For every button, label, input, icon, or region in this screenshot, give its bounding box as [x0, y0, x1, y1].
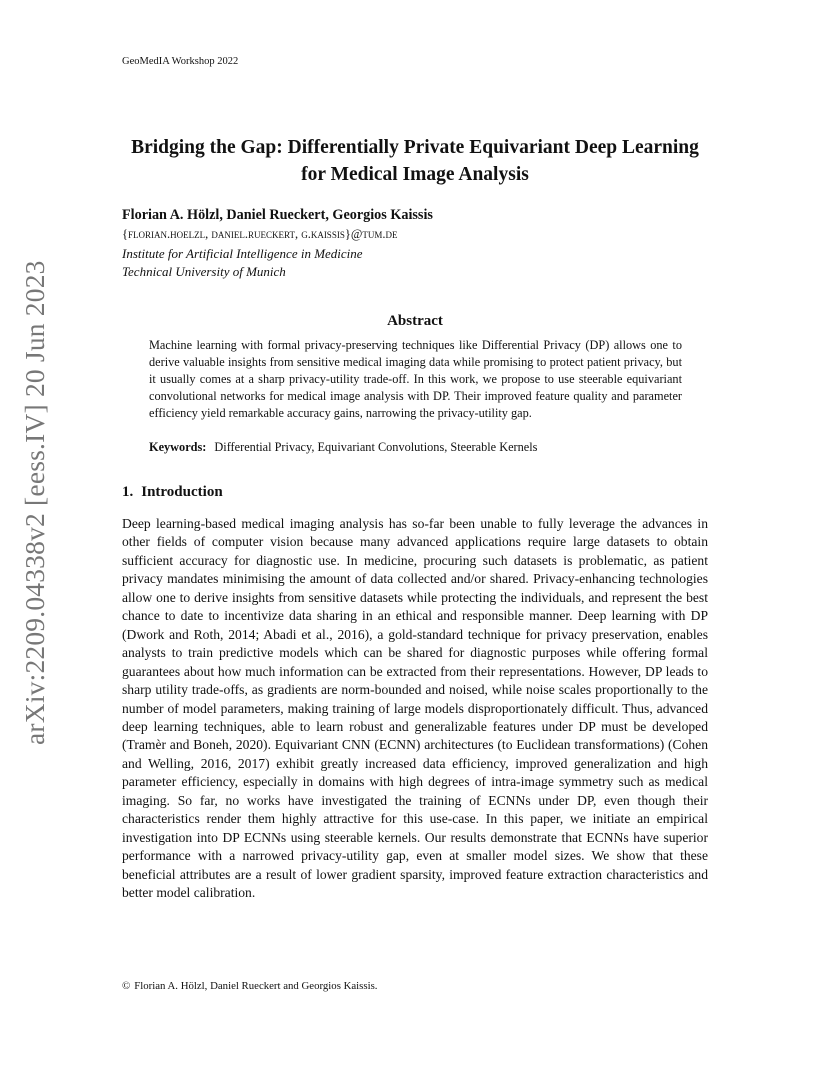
institution-name: Institute for Artificial Intelligence in Medicine [122, 246, 363, 261]
arxiv-identifier[interactable]: arXiv:2209.04338v2 [eess.IV] 20 Jun 2023 [19, 260, 50, 745]
keywords-line [149, 440, 682, 455]
university-name: Technical University of Munich [122, 264, 286, 279]
author-emails[interactable]: {florian.hoelzl, daniel.rueckert, g.kaissis}@tum.de [122, 227, 398, 241]
copyright-footer [122, 980, 378, 992]
abstract-heading: Abstract [387, 313, 443, 329]
abstract-text: Machine learning with formal privacy-preserving techniques like Differential Privacy (DP) allows one to derive valuable insights from sensitive medical imaging data while promising to protect patient privacy, but it usually comes at a sharp privacy-utility trade-off. In this work, we propose to use steerable equivariant convolutional networks for medical image analysis with DP. Their improved feature quality and parameter efficiency yield remarkable accuracy gains, narrowing the privacy-utility gap. [149, 338, 682, 420]
copyright-text: Florian A. Hölzl, Daniel Rueckert and Georgios Kaissis. [134, 980, 378, 992]
introduction-body: Deep learning-based medical imaging analysis has so-far been unable to fully leverage the advances in other fields of computer vision because many advanced applications require large datasets to obtain sufficient accuracy for diagnostic use. In medicine, procuring such datasets is problematic, as patient privacy mandates minimising the amount of data collected and/or shared. Privacy-enhancing technologies allow one to derive insights from sensitive datasets while protecting the individuals, and represent the best chance to date to incentivize data sharing in an ethical and responsible manner. Deep learning with DP (Dwork and Roth, 2014; Abadi et al., 2016), a gold-standard technique for privacy preservation, enables analysts to train predictive models which can be shared for diagnostic purposes while offering formal guarantees about how much information can be extracted from their representations. However, DP leads to sharp utility trade-offs, as gradients are norm-bounded and noised, while noise scales proportionally to the number of model parameters, making training of large models disproportionately difficult. Thus, advanced deep learning techniques, able to learn robust and generalizable features under DP must be developed (Tramèr and Boneh, 2020). Equivariant CNN (ECNN) architectures (to Euclidean transformations) (Cohen and Welling, 2016, 2017) exhibit greatly increased data efficiency, improved generalization and high parameter efficiency, especially in domains with high degrees of intra-image symmetry such as medical imaging. So far, no works have investigated the training of ECNNs under DP, even though their characteristics render them highly attractive for this use-case. In this paper, we initiate an empirical investigation into DP ECNNs using steerable kernels. Our results demonstrate that ECNNs have superior performance with a narrowed privacy-utility gap, even at smaller model sizes. We show that these beneficial attributes are a result of lower gradient sparsity, improved feature extraction characteristics and better model calibration. [122, 516, 708, 901]
keywords-list: Differential Privacy, Equivariant Convolutions, Steerable Kernels [214, 440, 538, 454]
section-number: 1. [122, 484, 134, 500]
paper-authors: Florian A. Hölzl, Daniel Rueckert, Georgios Kaissis [122, 207, 433, 223]
copyright-icon: © [122, 980, 131, 992]
paper-title: Bridging the Gap: Differentially Private Equivariant Deep Learning for Medical Image Analysis [131, 137, 699, 185]
section-title: Introduction [141, 484, 223, 500]
section-heading-introduction [122, 484, 223, 501]
venue-header: GeoMedIA Workshop 2022 [122, 56, 239, 67]
keywords-label: Keywords: [149, 440, 207, 454]
